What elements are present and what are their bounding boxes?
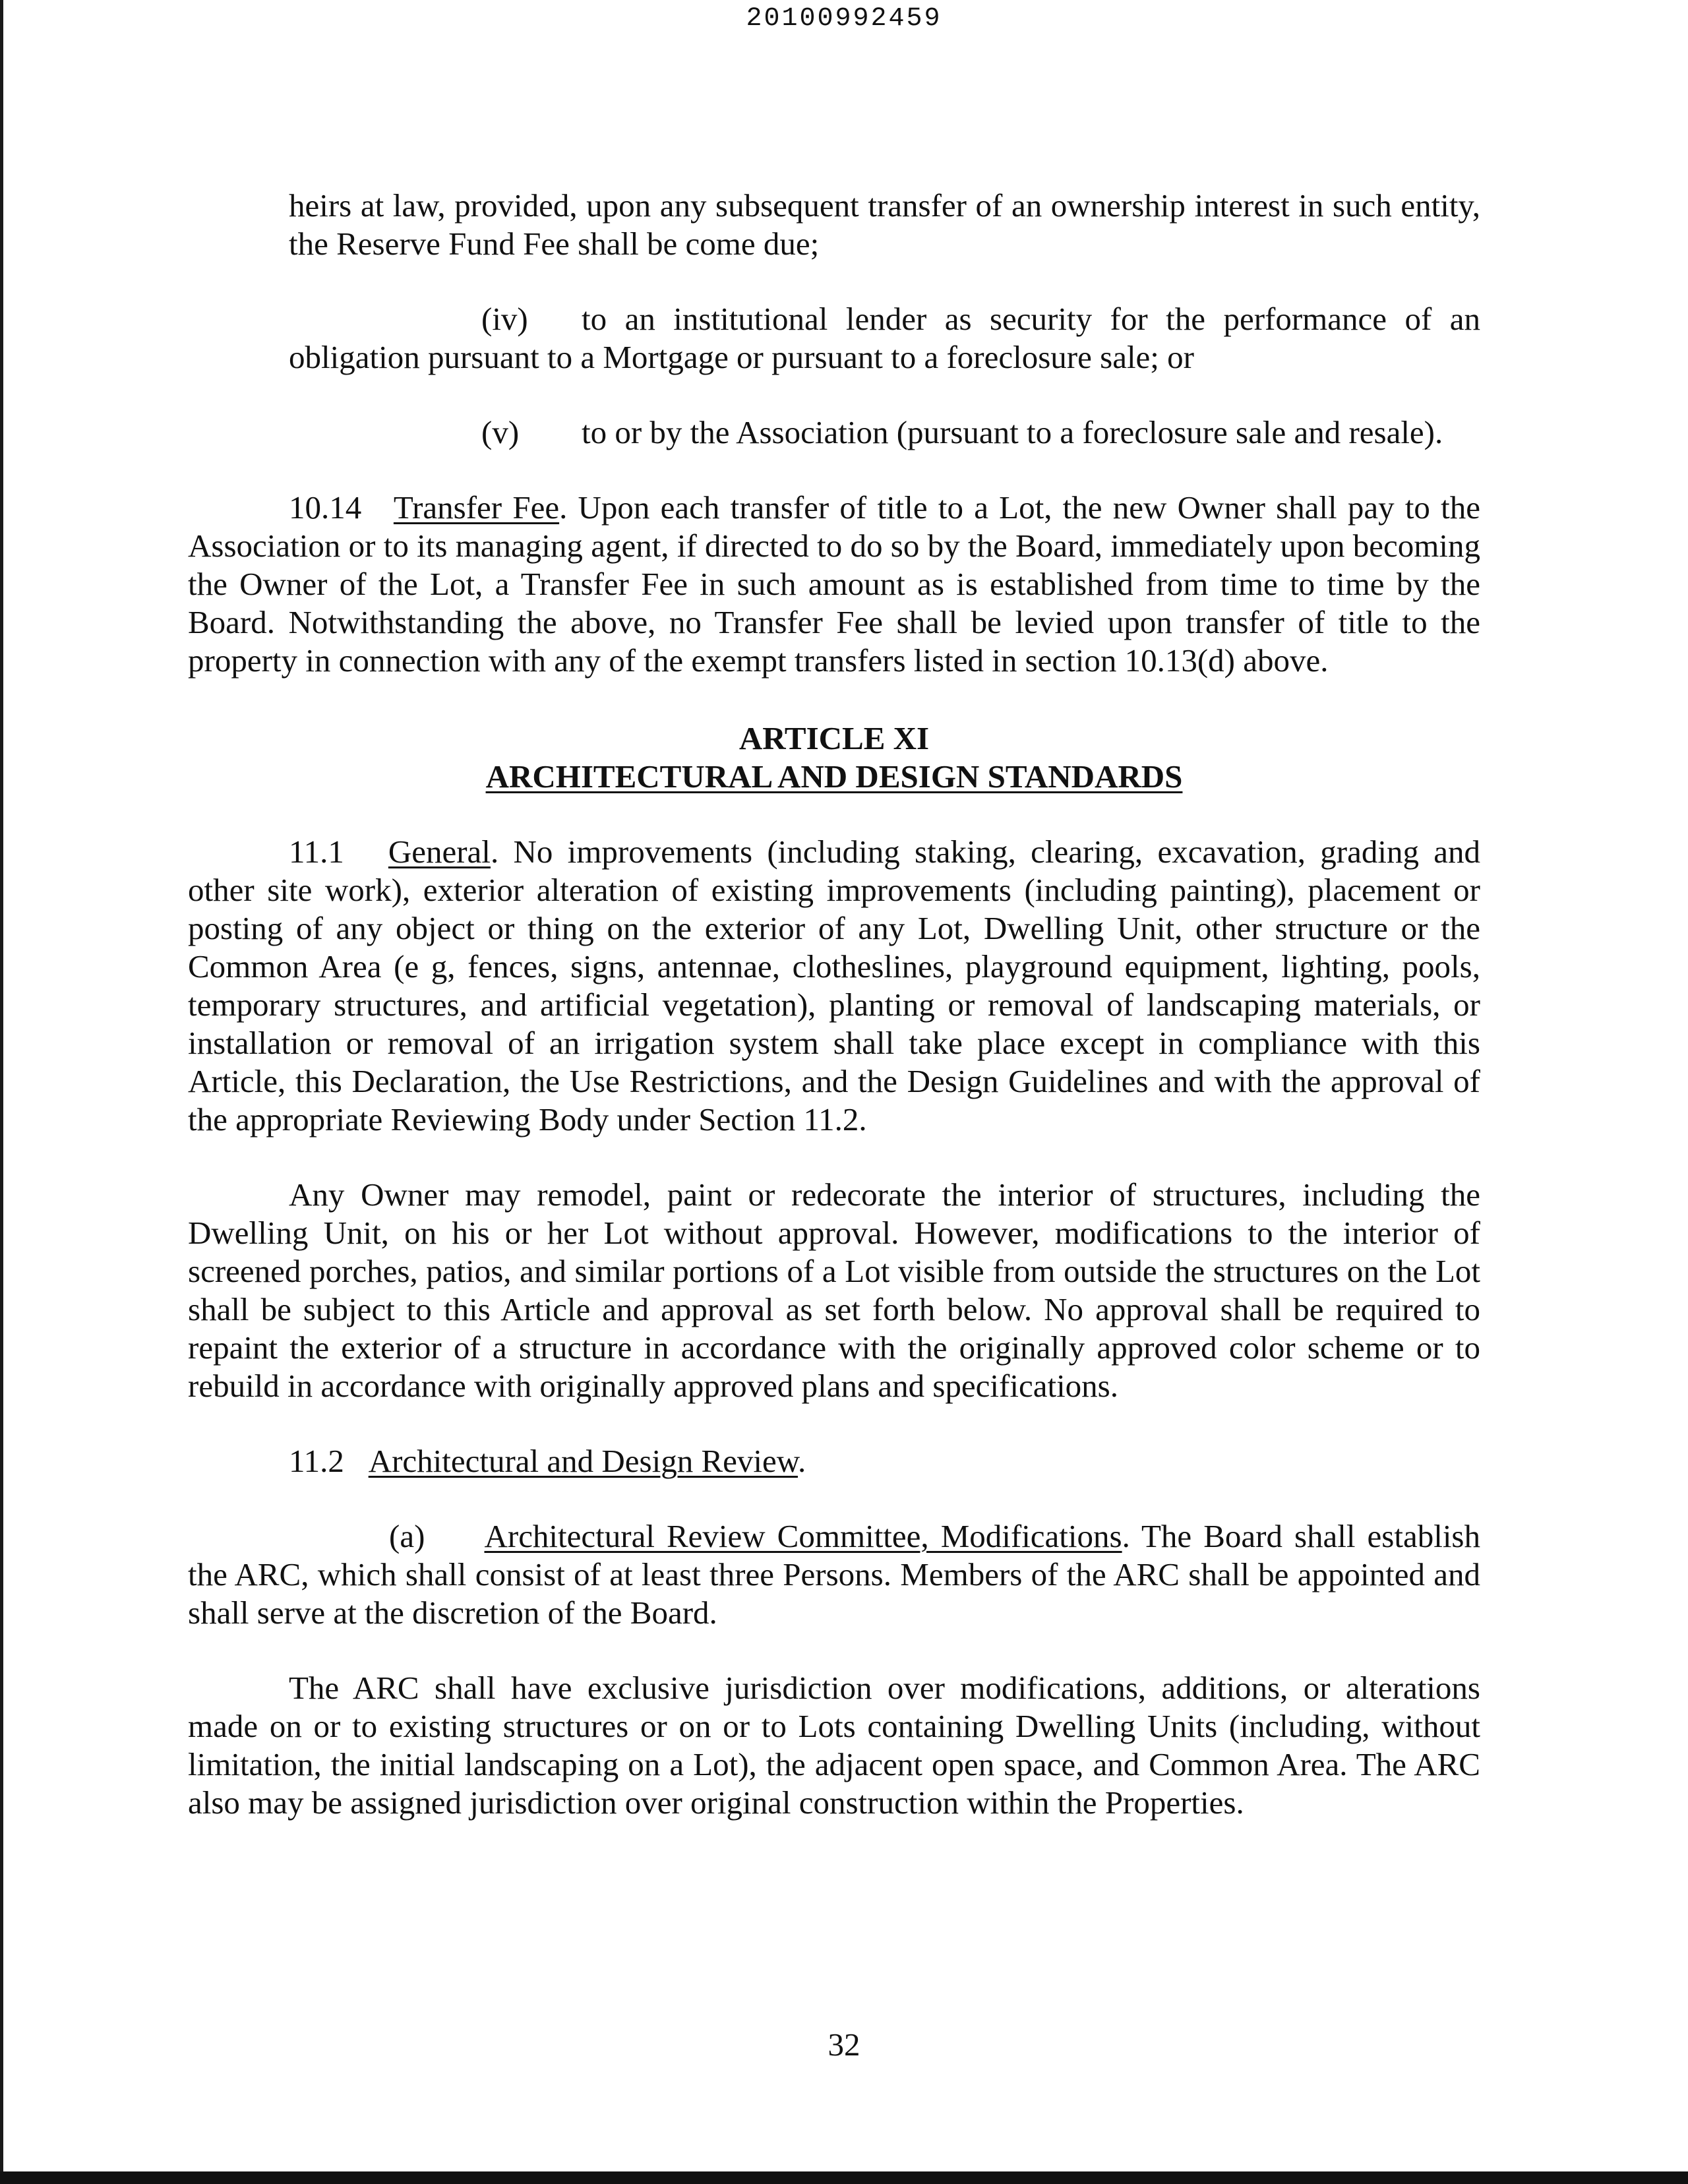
section-10-14-text: . Upon each transfer of title to a Lot, the new Owner shall pay to the Association or to its managing agent, if directed to do so by the Board, immediately upon becoming the Owner of the Lot, a Transfer Fee in such amount as is established from time to time by the Board. Notwithstanding the above, no Transfer Fee shall be levied upon transfer of title to the property in connection with any of the exempt transfers listed in section 10.13(d) above. xyxy=(188,489,1481,679)
article-heading xyxy=(188,719,1480,796)
item-v xyxy=(481,413,1480,452)
section-11-1 xyxy=(188,833,1480,1139)
interior-paragraph: Any Owner may remodel, paint or redecorate the interior of structures, including the Dwelling Unit, on his or her Lot without approval. However, modifications to the interior of screened porches, patios, and similar portions of a Lot visible from outside the structures on the Lot shall be subject to this Article and approval as set forth below. No approval shall be required to repaint the exterior of a structure in accordance with the originally approved color scheme or to rebuild in accordance with originally approved plans and specifications. xyxy=(188,1176,1480,1404)
item-iv-marker: (iv) xyxy=(481,301,528,337)
scan-bottom-edge xyxy=(0,2171,1688,2184)
section-10-14-number: 10.14 xyxy=(289,489,362,526)
continuation-paragraph: heirs at law, provided, upon any subsequent transfer of an ownership interest in such entity, the Reserve Fund Fee shall be come due; xyxy=(289,187,1480,262)
document-body xyxy=(188,187,1480,1822)
document-number: 20100992459 xyxy=(746,4,942,34)
section-11-2-tail: . xyxy=(797,1443,806,1479)
section-11-2-number: 11.2 xyxy=(289,1443,344,1479)
section-10-14-title: Transfer Fee xyxy=(393,489,560,526)
section-11-2 xyxy=(188,1442,1480,1480)
item-iv xyxy=(188,300,1480,377)
section-11-1-title: General xyxy=(388,834,491,870)
arc-paragraph: The ARC shall have exclusive jurisdiction over modifications, additions, or alterations made on or to existing structures or on or to Lots containing Dwelling Units (including, without limitation, the initial landscaping on a Lot), the adjacent open space, and Common Area. The ARC also may be assigned jurisdiction over original construction within the Properties. xyxy=(188,1670,1480,1821)
item-v-text: to or by the Association (pursuant to a foreclosure sale and resale). xyxy=(582,414,1443,450)
section-11-1-text: . No improvements (including staking, clearing, excavation, grading and other site work), exterior alteration of existing improvements (including painting), placement or posting of any object or thing on the exterior of any Lot, Dwelling Unit, other structure or the Common Area (e g, fences, signs, antennae, clotheslines, playground equipment, lighting, pools, temporary structures, and artificial vegetation), planting or removal of landscaping materials, or installation or removal of an irrigation system shall take place except in compliance with this Article, this Declaration, the Use Restrictions, and the Design Guidelines and with the approval of the appropriate Reviewing Body under Section 11.2. xyxy=(188,834,1480,1138)
subsection-a-title: Architectural Review Committee, Modifications xyxy=(484,1518,1122,1554)
item-iv-text-rest: obligation pursuant to a Mortgage or pursuant to a foreclosure sale; or xyxy=(289,339,1194,375)
section-11-1-number: 11.1 xyxy=(289,834,344,870)
subsection-a xyxy=(188,1517,1480,1632)
page-number: 32 xyxy=(828,2026,860,2063)
subsection-a-text: . The Board shall establish the ARC, which shall consist of at least three Persons. Members of the ARC shall be appointed and shall serve at the discretion of the Board. xyxy=(188,1518,1480,1631)
section-10-14 xyxy=(188,489,1480,680)
article-number: ARTICLE XI xyxy=(738,720,930,756)
section-11-2-title: Architectural and Design Review xyxy=(368,1443,798,1479)
item-iv-text-first: to an institutional lender as security for the performance of an xyxy=(582,301,1480,337)
subsection-a-marker: (a) xyxy=(389,1518,425,1554)
item-v-marker: (v) xyxy=(481,414,520,450)
scan-left-edge xyxy=(0,0,3,2184)
article-title: ARCHITECTURAL AND DESIGN STANDARDS xyxy=(485,758,1183,795)
